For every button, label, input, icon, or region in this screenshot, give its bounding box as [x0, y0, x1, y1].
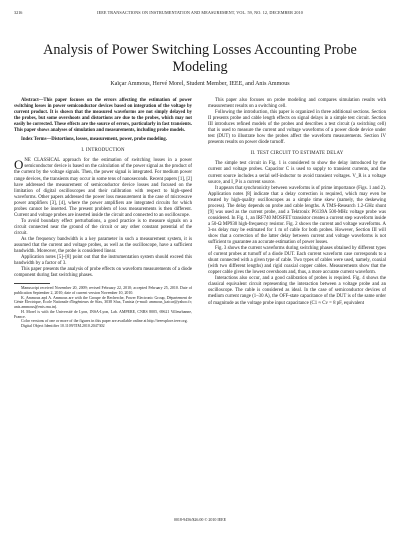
drop-cap: O: [14, 157, 24, 173]
right-paragraph-4: It appears that synchronicity between waveforms is of prime importance (Figs. 1 and 2). Application notes [8] indicate that a delay correction is required, which may even be treated by high-quality oscilloscopes as a simple time skew (namely, the deskewing process). The delay depends on probe and cable lengths. A TMS-Research 1.2-GHz shunt [9] was used as the current probe, and a Tektronix P6139A 500-MHz voltage probe was considered. In Fig. 1, an IRF740 MOSFET transistor creates a current step waveform inside a 50-Ω MP930 high-frequency resistor. Fig. 2 shows the current and voltage waveforms. A 3-ns delay may be estimated for 1 m of cable for both probes. However, Section III will show that a correction of the latter delay between current and voltage waveforms is not sufficient to guarantee an accurate estimation of power losses.: [208, 185, 387, 246]
page-number: 3216: [14, 10, 23, 15]
section-heading-introduction: I. INTRODUCTION: [81, 148, 125, 154]
right-paragraph-1: This paper also focuses on probe modeling and compares simulation results with measurement results on a switching cell.: [208, 98, 386, 110]
author-line: Kaïçar Ammous, Hervé Morel, Student Member, IEEE, and Anis Ammous: [110, 81, 290, 87]
section-heading-test-circuit: II. TEST CIRCUIT TO ESTIMATE DELAY: [250, 151, 344, 157]
footnote-manuscript: Manuscript received November 20, 2009; revised February 22, 2010; accepted February 25, 2010. Date of publication September 2, 2010; date of current version November 10, 2010.: [14, 285, 192, 296]
right-paragraph-3: The simple test circuit in Fig. 1 is considered to show the delay introduced by the current and voltage probes. Capacitor C is used to supply to transient currents, and the current source includes a serial self-inductor to avoid transient voltages. V_R is a voltage source, and I_P is a current source.: [208, 161, 386, 185]
footnote-doi: Digital Object Identifier 10.1109/TIM.2010.2047302: [21, 322, 105, 328]
intro-paragraph-4: Application notes [5]–[8] point out that the instrumentation system should exceed this bandwidth by a factor of 3.: [14, 255, 192, 267]
journal-header: IEEE TRANSACTIONS ON INSTRUMENTATION AND MEASUREMENT, VOL. 59, NO. 12, DECEMBER 2010: [97, 10, 303, 15]
footnote-affiliation-ammous: K. Ammous and A. Ammous are with the Groupe de Recherche, Power Electronic Group, Département de Génie Électrique, École Nationale d'Ingénieurs de Sfax, 3038 Sfax, Tunisia (e-mail: ammous_kaicar@yahoo.fr; anis.ammous@enis.rnu.tn).: [14, 294, 192, 310]
intro-paragraph-2: To avoid boundary effect perturbations, a good practice is to measure signals on a circuit connected near the ground of the circuit or any other constant potential of the circuit.: [14, 218, 192, 236]
intro-paragraph-1: [14, 158, 192, 218]
right-paragraph-5: Fig. 3 shows the current waveforms during switching phases obtained by different types of current probes at turnoff of a diode DUT. Each current waveform case corresponds to a shunt connected with a given type of cable. Two types of cables were used, namely, coaxial (with two different lengths) and rigid coaxial copper cables. Measurements show that the copper cable gives the lowest overshoots and, thus, a more accurate current waveform.: [208, 246, 386, 276]
left-column: [14, 98, 192, 329]
intro-paragraph-1-text: NE CLASSICAL approach for the estimation of switching losses in a power semiconductor device is based on the calculation of the power signal as the product of the current by the voltage signals. Then, the power signal is integrated. For medium power range devices, the transients may occur in some tens of nanoseconds. Recent papers [1], [2] have addressed the measurement of semiconductor device losses and focused on the limitation of digital oscilloscopes and their calibration with respect to high-speed waveforms. Other papers addressed the power loss measurement in the case of microwave power amplifiers [3], [4], where the power amplifiers are integrated circuits for which probes cannot be inserted. The present problem of loss measurements is then different. Current and voltage probes are inserted inside the circuit and connected to an oscilloscope.: [14, 158, 192, 218]
intro-paragraph-3: As the frequency bandwidth is a key parameter in such a measurement system, it is assumed that the current and voltage probes, as well as the oscilloscope, have a sufficient bandwidth. Moreover, the probe is considered linear.: [14, 237, 192, 255]
abstract: Abstract—This paper focuses on the errors affecting the estimation of power switching losses in power semiconductor devices based on integration of the voltage by current product. It is shown that the measured waveforms are not simply delayed by the probes, but some overshoots and distortions are due to the probes, which may not easily be corrected. These effects are the source of errors, particularly in fast transients. This paper shows analyses of simulation and measurements, including probe models.: [14, 98, 192, 133]
paper-title: Analysis of Power Switching Losses Accounting Probe Modeling: [43, 42, 357, 75]
right-paragraph-2: Following the introduction, this paper is organized in three additional sections. Section II presents probe and cable length effects on signal delays in a simple test circuit. Section III introduces refined models of the probes and describes a test circuit (a switching cell) that is used to measure the current and voltage waveforms of a power diode device under test (DUT) to illustrate how the probes affect the waveform measurements. Section IV presents results on power diode turnoff.: [208, 110, 386, 146]
footnote-rule: [14, 283, 50, 284]
footnote-affiliation-morel: H. Morel is with the Université de Lyon, INSA-Lyon, Lab. AMPERE, CNRS 8005, 69621 Villeurbanne, France.: [14, 308, 192, 319]
right-paragraph-6: Interactions also occur, and a good calibration of probes is required. Fig. 4 shows the classical equivalent circuit representing the interaction between a voltage probe and an oscilloscope. The cable is considered as ideal. In the case of semiconductor devices of medium current range (1–30 A), the OFF-state capacitance of the DUT is of the same order of magnitude as the voltage probe input capacitance (C1 ≈ Cv = 8 pF, equivalent: [208, 276, 386, 306]
intro-paragraph-5: This paper presents the analysis of probe effects on waveform measurements of a diode component during fast switching phases.: [14, 267, 192, 279]
running-header: [14, 10, 386, 18]
index-terms: Index Terms—Distortions, losses, measurement, power, probe modeling.: [21, 137, 167, 143]
right-column: [208, 98, 386, 307]
copyright-footer: 0018-9456/$26.00 © 2010 IEEE: [173, 517, 227, 522]
footnote-color-versions: Color versions of one or more of the figures in this paper are available online at http://ieeexplore.ieee.org.: [21, 318, 188, 324]
